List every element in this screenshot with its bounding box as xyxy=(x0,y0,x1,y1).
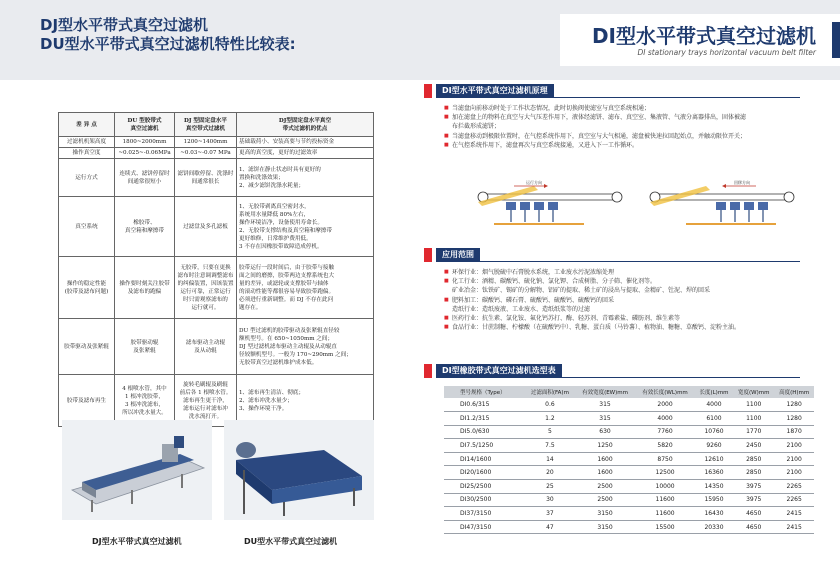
comparison-row xyxy=(59,257,374,319)
selection-cell: 2000 xyxy=(635,398,695,412)
selection-cell: 1870 xyxy=(774,425,814,439)
left-title-line-2: DU型水平带式真空过滤机特性比较表: xyxy=(40,35,296,53)
selection-cell: 25 xyxy=(525,480,575,494)
selection-cell: 2500 xyxy=(575,493,635,507)
comparison-cell: 胶带驱动辊 及张紧辊 xyxy=(115,319,175,375)
selection-cell: 16360 xyxy=(695,466,733,480)
selection-col-header: 有效宽度(EW)mm xyxy=(575,386,635,398)
comparison-cell: 4 根喷水管，其中 1 根冲洗胶带， 3 根冲洗滤布， 所以冲洗水量大。 xyxy=(115,375,175,427)
principle-heading xyxy=(424,84,800,98)
selection-cell: 4650 xyxy=(733,507,774,521)
selection-cell: 5 xyxy=(525,425,575,439)
comparison-row-label: 胶带及滤布再生 xyxy=(59,375,115,427)
comparison-cell: 1800~2000mm xyxy=(115,137,175,148)
selection-col-header: 型号规格（Type） xyxy=(444,386,525,398)
selection-cell: 4000 xyxy=(695,398,733,412)
selection-cell: 14 xyxy=(525,452,575,466)
selection-cell: 1.2 xyxy=(525,412,575,426)
heading-accent xyxy=(424,84,432,98)
comparison-cell: 1、无胶带剥离真空密封水， 系统用水量降低 80%左右， 操作环境洁净，设备使用寿命长。 2、无胶带支撑结构及真空箱和摩擦带 更好维修，日常维护费用低。 3 不存在因橡胶带故障造成停机。 xyxy=(237,197,374,257)
list-item: 矿业冶金：钛铁矿、锡矿的分解物、铝矿的提取、稀土矿的浸出与提取、金精矿、钍泥、焊的回采 xyxy=(452,287,711,295)
selection-cell: 315 xyxy=(575,398,635,412)
comparison-row xyxy=(59,197,374,257)
comparison-cell: 无胶带，只要在更换 滤布时注意调调整滤布 的纠偏装置，因该装置 运行可靠，正常运行 时只需观察滤布的 运行就可。 xyxy=(175,257,237,319)
selection-col-header: 高度(H)mm xyxy=(774,386,814,398)
diagram-label: 回移方向 xyxy=(734,180,750,185)
selection-cell: 12500 xyxy=(635,466,695,480)
selection-row xyxy=(444,439,814,453)
selection-cell: 1100 xyxy=(733,398,774,412)
product-subtitle: DI stationary trays horizontal vacuum belt filter xyxy=(637,48,816,57)
heading-rule xyxy=(436,261,800,262)
selection-cell: 5820 xyxy=(635,439,695,453)
selection-row xyxy=(444,425,814,439)
selection-cell: 7760 xyxy=(635,425,695,439)
list-item: ■ 环保行业：烟气脱硫中石膏脱水系统，工业废水污泥浓缩处理 xyxy=(444,268,814,277)
selection-heading xyxy=(424,364,800,378)
col-header: DJ 型固定盘水平 真空带式过滤机 xyxy=(175,113,237,137)
selection-cell: 7.5 xyxy=(525,439,575,453)
selection-cell: 15500 xyxy=(635,520,695,534)
selection-cell: DI37/3150 xyxy=(444,507,525,521)
list-item: ■ 肥料加工：碳酸钙、磷石膏、硫酸钙、硫酸钙、硫酸钙的回采 xyxy=(444,296,814,305)
selection-row xyxy=(444,493,814,507)
selection-heading-text: DI型橡胶带式真空过滤机选型表 xyxy=(436,364,562,378)
comparison-cell: 滤布驱动主动辊 及从动辊 xyxy=(175,319,237,375)
selection-cell: 0.6 xyxy=(525,398,575,412)
selection-cell: DI30/2500 xyxy=(444,493,525,507)
selection-cell: 4000 xyxy=(635,412,695,426)
comparison-cell: 操作要时刻关注胶带 及滤布的跑偏 xyxy=(115,257,175,319)
comparison-row-label: 真空系统 xyxy=(59,197,115,257)
selection-cell: 4650 xyxy=(733,520,774,534)
product-title: DI型水平带式真空过滤机 xyxy=(591,24,816,48)
list-item: ■ 加在滤盘上的物料在真空与大气压差作用下，液体经滤饼、滤布、真空室、集液管、气液分离器排出，固体被滤 xyxy=(444,113,814,122)
selection-table xyxy=(444,386,814,534)
selection-cell: DI7.5/1250 xyxy=(444,439,525,453)
selection-cell: 2100 xyxy=(774,439,814,453)
list-item: ■ 医药行业：抗生素、氯化铵、氟化钙苏打、酶、轻苏剂、青霉素盐、磷肪剂、维生素等 xyxy=(444,314,814,323)
selection-cell: 3975 xyxy=(733,480,774,494)
selection-cell: DI47/3150 xyxy=(444,520,525,534)
selection-cell: 315 xyxy=(575,412,635,426)
comparison-cell: 1200~1400mm xyxy=(175,137,237,148)
comparison-header-row xyxy=(59,113,374,137)
col-header: DJ型固定盘水平真空 带式过滤机的优点 xyxy=(237,113,374,137)
selection-row xyxy=(444,412,814,426)
selection-cell: 11600 xyxy=(635,493,695,507)
selection-cell: DI0.6/315 xyxy=(444,398,525,412)
diagram-label: 运行方向 xyxy=(526,180,542,185)
selection-cell: 14350 xyxy=(695,480,733,494)
selection-cell: 1600 xyxy=(575,452,635,466)
selection-row xyxy=(444,480,814,494)
comparison-cell: 胶带运行一段时间后，由于胶带与接触 面之间的磨擦，胶带两边支撑系统也大 量的差异，或滤轮或支撑胶带与轴体 的滚动性能等都很容易导致胶带跑偏。 必须进行重新调整。而 DJ 不存在此问 题存在。 xyxy=(237,257,374,319)
comparison-cell: 橡胶带、 真空箱和摩擦带 xyxy=(115,197,175,257)
selection-cell: 37 xyxy=(525,507,575,521)
selection-cell: 1280 xyxy=(774,412,814,426)
col-header: 差 异 点 xyxy=(59,113,115,137)
comparison-cell: 基础载荷小、安装高要与节约投标资金 xyxy=(237,137,374,148)
comparison-row xyxy=(59,148,374,159)
comparison-cell: 连续式、滤饼停留时 间通常很短小 xyxy=(115,159,175,197)
comparison-row-label: 操作的稳定性能 (胶带及滤布问题) xyxy=(59,257,115,319)
dj-filter-photo xyxy=(62,420,212,520)
selection-cell: DI20/1600 xyxy=(444,466,525,480)
comparison-cell: DU 型过滤机的胶带驱动及张紧辊直径较 额机型号。在 650~1050mm 之间； DJ 型过滤机滤布驱动主动辊及从动辊直 径较额机型号。一般为 170~290mm 之间； 无胶带真空过滤机维护成本低。 xyxy=(237,319,374,375)
list-item: ■ 食品行业：甘蔗制糖、柠檬酸（在硫酸钙中）、乳糖、蛋白质（马铃薯）、植物油、糖糖、草酸钙、淀粉主油。 xyxy=(444,323,814,332)
selection-col-header: 宽度(W)mm xyxy=(733,386,774,398)
selection-cell: 15950 xyxy=(695,493,733,507)
selection-cell: DI5.0/630 xyxy=(444,425,525,439)
selection-row xyxy=(444,520,814,534)
comparison-row-label: 胶带驱动及张紧辊 xyxy=(59,319,115,375)
list-item: ■ 当滤盘移动到极限位置时，在气控系统作用下，真空室与大气相通，滤盘被快速拉回起始点，并触动限位开关； xyxy=(444,132,814,141)
selection-cell: 2850 xyxy=(733,452,774,466)
col-header: DU 型胶带式 真空过滤机 xyxy=(115,113,175,137)
comparison-cell: 1、滤布再生清洁、彻底； 2、滤布冲洗水量少； 3、操作环境干净。 xyxy=(237,375,374,427)
du-photo-caption: DU型水平带式真空过滤机 xyxy=(244,537,338,546)
selection-row xyxy=(444,452,814,466)
comparison-row-label: 运行方式 xyxy=(59,159,115,197)
list-item: 造纸行业：造纸废液、工业废水、造纸纸浆等的过滤 xyxy=(452,305,591,313)
selection-cell: 10000 xyxy=(635,480,695,494)
du-filter-photo xyxy=(224,420,374,520)
selection-cell: 2265 xyxy=(774,493,814,507)
principle-diagram-return xyxy=(646,178,798,240)
list-item: ■ 当滤盘向前移动时处于工作状态情况，此时切换阀使滤室与真空系统相通； xyxy=(444,104,814,113)
comparison-title xyxy=(40,16,296,54)
selection-cell: 2415 xyxy=(774,507,814,521)
comparison-cell: 旋转毛刷辊及刷辊 前后各 1 根喷水管。 滤布再生更干净， 滤布运行对滤布冲 洗水流打开。 xyxy=(175,375,237,427)
selection-cell: 3150 xyxy=(575,520,635,534)
selection-cell: 1250 xyxy=(575,439,635,453)
comparison-cell: ~0.03~-0.07 MPa xyxy=(175,148,237,159)
comparison-cell: 滤饼间歇停留、洗涤时 间通常很长 xyxy=(175,159,237,197)
applications-heading xyxy=(424,248,800,262)
principle-diagram-forward xyxy=(474,178,626,240)
selection-cell: 2850 xyxy=(733,466,774,480)
selection-col-header: 长度(L)mm xyxy=(695,386,733,398)
selection-cell: 2415 xyxy=(774,520,814,534)
selection-cell: 1600 xyxy=(575,466,635,480)
selection-cell: 30 xyxy=(525,493,575,507)
heading-accent xyxy=(424,248,432,262)
selection-cell: DI1.2/315 xyxy=(444,412,525,426)
selection-cell: 2100 xyxy=(774,466,814,480)
selection-cell: 3150 xyxy=(575,507,635,521)
selection-cell: DI14/1600 xyxy=(444,452,525,466)
dj-photo-caption: DJ型水平带式真空过滤机 xyxy=(92,537,182,546)
selection-cell: 2100 xyxy=(774,452,814,466)
selection-cell: 2450 xyxy=(733,439,774,453)
selection-row xyxy=(444,507,814,521)
selection-cell: 16430 xyxy=(695,507,733,521)
product-title-box xyxy=(560,14,840,66)
selection-cell: 1770 xyxy=(733,425,774,439)
comparison-row xyxy=(59,319,374,375)
heading-rule xyxy=(436,377,800,378)
comparison-table xyxy=(58,112,374,427)
list-item: ■ 化工行业：酒精、碳酸钙、硫化钠、氯化钾、合成树脂、分子筛、催化剂等。 xyxy=(444,277,814,286)
selection-row xyxy=(444,398,814,412)
selection-col-header: 过滤面积(FA)m xyxy=(525,386,575,398)
selection-cell: 47 xyxy=(525,520,575,534)
selection-cell: 2265 xyxy=(774,480,814,494)
comparison-row xyxy=(59,159,374,197)
selection-cell: 20 xyxy=(525,466,575,480)
principle-list xyxy=(444,104,814,150)
selection-cell: 8750 xyxy=(635,452,695,466)
left-title-line-1: DJ型水平带式真空过滤机 xyxy=(40,16,209,34)
comparison-cell: 更高的真空度，更好的过滤效率 xyxy=(237,148,374,159)
selection-cell: 9260 xyxy=(695,439,733,453)
comparison-cell: 过滤盘及多孔滤板 xyxy=(175,197,237,257)
selection-cell: DI25/2500 xyxy=(444,480,525,494)
heading-accent xyxy=(424,364,432,378)
selection-cell: 20330 xyxy=(695,520,733,534)
selection-cell: 6100 xyxy=(695,412,733,426)
selection-cell: 1280 xyxy=(774,398,814,412)
title-accent-bar xyxy=(832,22,840,58)
selection-cell: 1100 xyxy=(733,412,774,426)
selection-cell: 2500 xyxy=(575,480,635,494)
list-item: ■ 在气控系统作用下，滤盘再次与真空系统接通，又进入下一工作循环。 xyxy=(444,141,814,150)
comparison-row-label: 过滤机机架高度 xyxy=(59,137,115,148)
selection-cell: 3975 xyxy=(733,493,774,507)
selection-cell: 630 xyxy=(575,425,635,439)
list-item: 布拦截形成滤饼； xyxy=(452,123,501,131)
header-band xyxy=(0,0,840,80)
applications-heading-text: 应用范围 xyxy=(436,248,480,262)
selection-col-header: 有效长度(WL)mm xyxy=(635,386,695,398)
selection-cell: 11600 xyxy=(635,507,695,521)
comparison-row xyxy=(59,375,374,427)
comparison-row-label: 操作真空度 xyxy=(59,148,115,159)
heading-rule xyxy=(436,97,800,98)
applications-list xyxy=(444,268,814,332)
selection-header-row xyxy=(444,386,814,398)
principle-heading-text: DI型水平带式真空过滤机原理 xyxy=(436,84,554,98)
selection-cell: 10760 xyxy=(695,425,733,439)
selection-cell: 12610 xyxy=(695,452,733,466)
selection-row xyxy=(444,466,814,480)
comparison-row xyxy=(59,137,374,148)
comparison-cell: ~0.025~-0.06MPa xyxy=(115,148,175,159)
comparison-cell: 1、滤饼在静止状态时具有更好的 置换和洗涤效果； 2、减少滤饼洗涤水耗量； xyxy=(237,159,374,197)
